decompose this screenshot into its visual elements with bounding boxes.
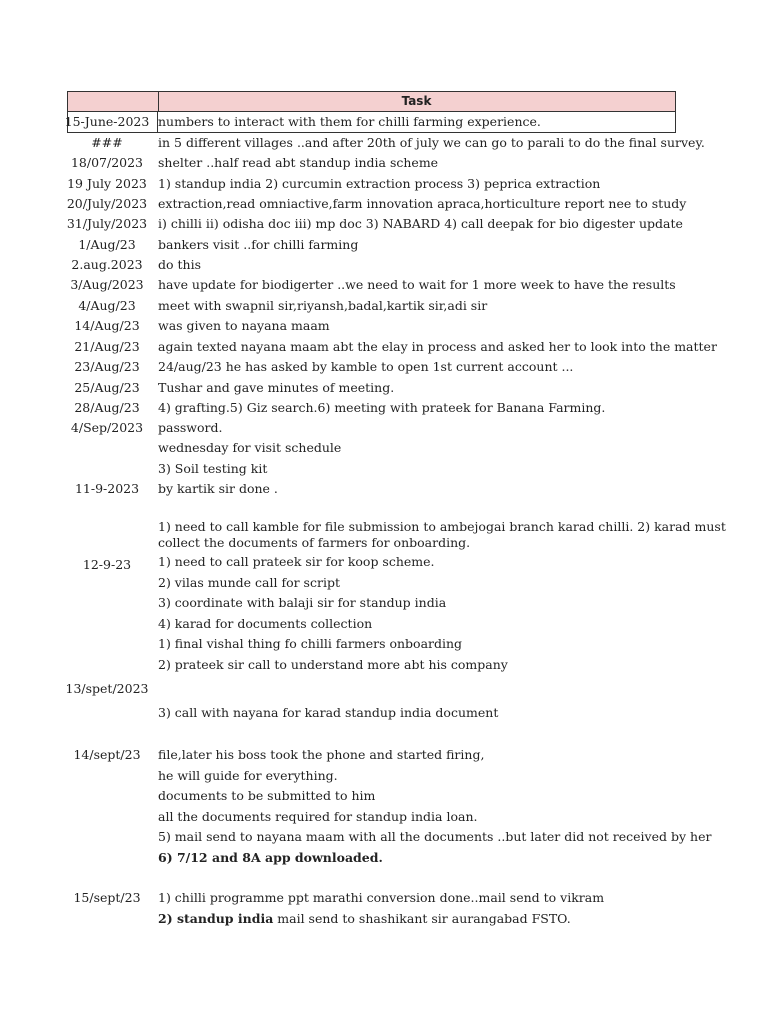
table-row	[0, 235, 768, 255]
task-cell: Tushar and gave minutes of meeting.	[158, 380, 395, 395]
date-cell: 23/Aug/23	[74, 359, 140, 374]
date-cell: 21/Aug/23	[74, 339, 140, 354]
task-cell: bankers visit ..for chilli farming	[158, 237, 359, 252]
table-row	[0, 133, 768, 153]
date-cell: 14/Aug/23	[74, 318, 140, 333]
table-row	[0, 378, 768, 398]
task-cell: password.	[158, 420, 223, 435]
task-cell: extraction,read omniactive,farm innovation apraca,horticulture report nee to study	[158, 196, 687, 211]
task-cell: numbers to interact with them for chilli farming experience.	[158, 114, 541, 129]
task-cell: 1) final vishal thing fo chilli farmers onboarding	[158, 636, 463, 651]
date-cell: 18/07/2023	[70, 155, 144, 170]
header-date-cell	[68, 92, 159, 111]
task-cell: 1) standup india 2) curcumin extraction process 3) peprica extraction	[158, 176, 601, 191]
block-13-sept-date-row	[0, 679, 768, 699]
table-row	[0, 174, 768, 194]
list-item	[0, 655, 768, 675]
task-cell: i) chilli ii) odisha doc iii) mp doc 3) NABARD 4) call deepak for bio digester update	[158, 216, 683, 231]
task-cell: 5) mail send to nayana maam with all the documents ..but later did not received by her	[158, 829, 712, 844]
task-cell: 1) chilli programme ppt marathi conversion done..mail send to vikram	[158, 890, 605, 905]
date-cell: 4/Sep/2023	[70, 420, 144, 435]
date-cell: 25/Aug/23	[74, 380, 140, 395]
table-row	[0, 337, 768, 357]
date-cell: 31/July/2023	[66, 216, 148, 231]
table-row	[0, 214, 768, 234]
table-row	[0, 479, 768, 499]
date-cell: 19 July 2023	[67, 176, 147, 191]
block-12-9-23-paragraph: 1) need to call kamble for file submission to ambejogai branch karad chilli. 2) karad must collect the documents of farmers for onboarding.	[158, 519, 726, 550]
task-cell: documents to be submitted to him	[158, 788, 376, 803]
date-cell: 15/sept/23	[73, 890, 141, 905]
date-cell: 15-June-2023	[64, 114, 150, 129]
block-15-sept-row-1	[0, 888, 768, 908]
task-cell: file,later his boss took the phone and started firing,	[158, 747, 485, 762]
block-13-sept-line-row	[0, 703, 768, 723]
task-cell: he will guide for everything.	[158, 768, 338, 783]
list-item	[0, 614, 768, 634]
list-item	[0, 807, 768, 827]
task-cell: 4) karad for documents collection	[158, 616, 373, 631]
task-cell: 3) Soil testing kit	[158, 461, 268, 476]
task-cell: was given to nayana maam	[158, 318, 330, 333]
block-14-sept-bold-row	[0, 848, 768, 868]
date-cell: 11-9-2023	[74, 481, 140, 496]
list-item	[0, 786, 768, 806]
list-item	[0, 552, 768, 572]
task-cell-bold: 6) 7/12 and 8A app downloaded.	[158, 850, 383, 865]
table-header	[67, 91, 676, 112]
table-row	[0, 296, 768, 316]
block-15-sept-row-2	[0, 909, 768, 929]
date-cell: 1/Aug/23	[78, 237, 136, 252]
task-cell-mixed: 2) standup india mail send to shashikant sir aurangabad FSTO.	[158, 911, 571, 926]
task-cell: do this	[158, 257, 201, 272]
table-row	[0, 316, 768, 336]
date-cell: 2.aug.2023	[71, 257, 143, 272]
task-cell: 4) grafting.5) Giz search.6) meeting with prateek for Banana Farming.	[158, 400, 606, 415]
task-cell: wednesday for visit schedule	[158, 440, 342, 455]
task-cell: 2) vilas munde call for script	[158, 575, 340, 590]
date-cell: 28/Aug/23	[74, 400, 140, 415]
task-cell: in 5 different villages ..and after 20th of july we can go to parali to do the final survey.	[158, 135, 705, 150]
list-item	[0, 573, 768, 593]
table-row	[0, 255, 768, 275]
date-cell: 14/sept/23	[73, 747, 141, 762]
table-row	[0, 194, 768, 214]
date-cell: 12-9-23	[82, 557, 132, 572]
task-cell: shelter ..half read abt standup india scheme	[158, 155, 439, 170]
table-row	[0, 418, 768, 438]
date-cell: 3/Aug/2023	[70, 277, 144, 292]
table-row	[0, 459, 768, 479]
table-row	[0, 112, 768, 132]
task-cell: 2) prateek sir call to understand more abt his company	[158, 657, 508, 672]
task-cell: 24/aug/23 he has asked by kamble to open 1st current account ...	[158, 359, 574, 374]
date-cell: 20/July/2023	[66, 196, 148, 211]
list-item	[0, 827, 768, 847]
list-item	[0, 766, 768, 786]
task-cell: 3) call with nayana for karad standup india document	[158, 705, 499, 720]
task-cell: meet with swapnil sir,riyansh,badal,kartik sir,adi sir	[158, 298, 488, 313]
header-task-label: Task	[401, 94, 432, 108]
date-cell: 13/spet/2023	[65, 681, 149, 696]
list-item	[0, 634, 768, 654]
task-cell: 1) need to call prateek sir for koop scheme.	[158, 554, 435, 569]
list-item	[0, 745, 768, 765]
table-row	[0, 438, 768, 458]
table-row	[0, 275, 768, 295]
task-cell: again texted nayana maam abt the elay in process and asked her to look into the matter	[158, 339, 717, 354]
date-cell: ###	[91, 135, 123, 150]
list-item	[0, 593, 768, 613]
task-cell: all the documents required for standup india loan.	[158, 809, 478, 824]
table-row	[0, 357, 768, 377]
date-cell: 4/Aug/23	[78, 298, 136, 313]
table-row	[0, 153, 768, 173]
task-cell: by kartik sir done .	[158, 481, 278, 496]
task-cell: 3) coordinate with balaji sir for standup india	[158, 595, 447, 610]
task-cell: have update for biodigerter ..we need to wait for 1 more week to have the results	[158, 277, 676, 292]
table-row	[0, 398, 768, 418]
